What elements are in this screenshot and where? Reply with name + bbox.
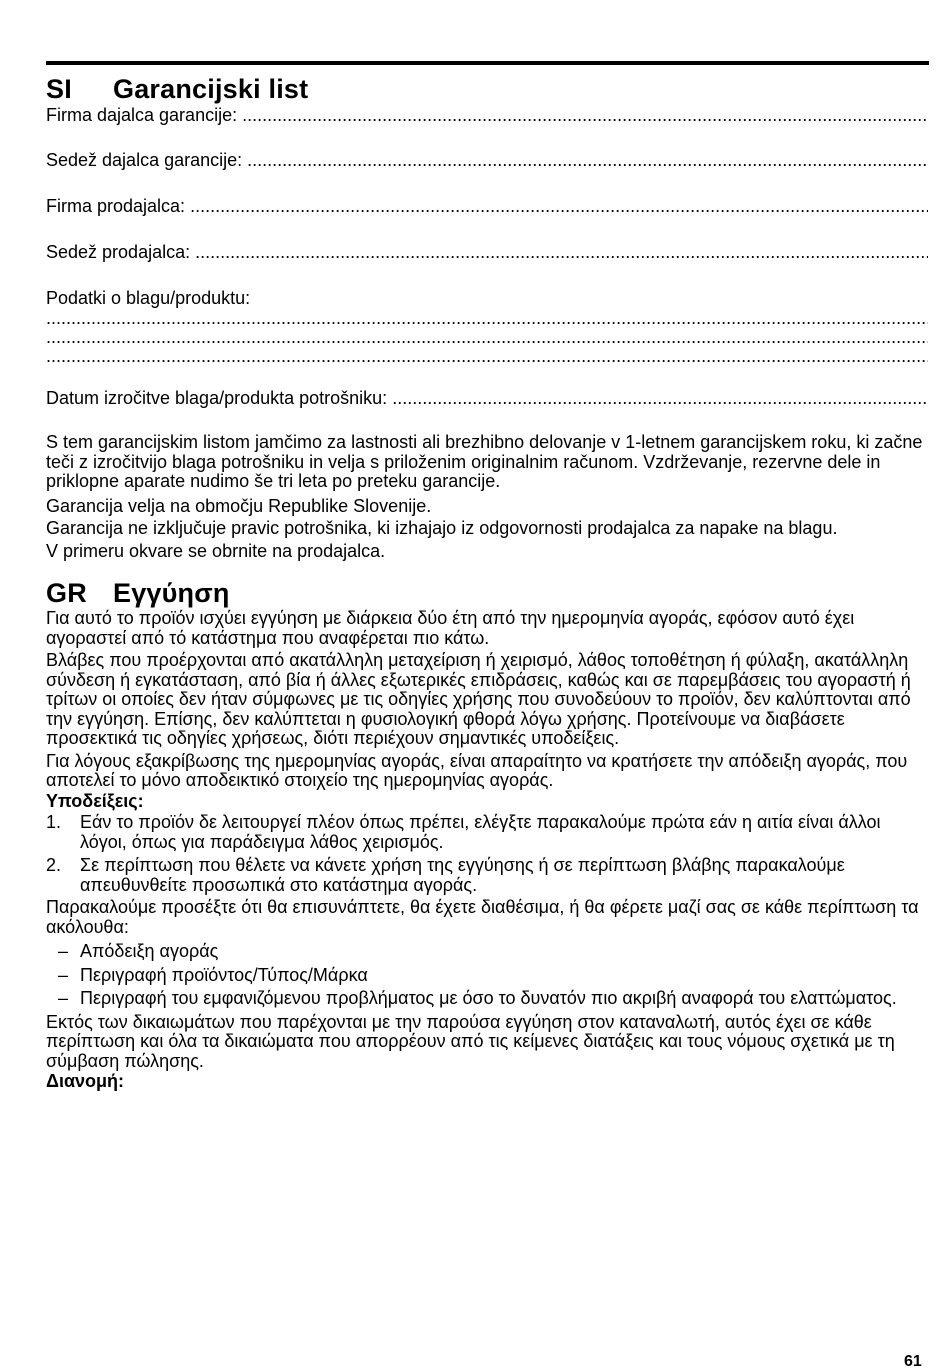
field-guarantor-firm	[46, 105, 928, 126]
si-territory-paragraph: Garancija velja na območju Republike Slovenije.	[46, 495, 432, 516]
si-consumer-rights-paragraph: Garancija ne izključuje pravic potrošnika, ki izhajajo iz odgovornosti prodajalca za napake na blagu.	[46, 518, 838, 538]
page-content	[46, 72, 928, 1092]
list-marker: –	[58, 964, 69, 985]
gr-heading	[46, 576, 928, 610]
field-label: Datum izročitve blaga/produkta potrošniku:	[46, 388, 388, 408]
gr-title: Εγγύηση	[113, 578, 230, 608]
field-label: Podatki o blagu/produktu:	[46, 288, 251, 308]
list-item-text: Περιγραφή του εμφανιζόμενου προβλήματος με όσο το δυνατόν πιο ακριβή αναφορά του ελαττώματος.	[80, 988, 897, 1008]
gr-items-list	[46, 942, 928, 1009]
field-label: Firma prodajalca:	[46, 196, 186, 216]
gr-hints-list	[46, 813, 928, 895]
gr-hints-heading: Υποδείξεις:	[46, 790, 144, 811]
fill-in-line	[242, 105, 928, 126]
list-marker: 1.	[46, 812, 62, 832]
fill-in-line	[46, 309, 928, 328]
gr-language-code: GR	[46, 578, 87, 608]
fill-in-line	[46, 347, 928, 366]
list-marker: –	[58, 941, 69, 961]
gr-closing-paragraph: Εκτός των δικαιωμάτων που παρέχονται με την παρούσα εγγύηση στον καταναλωτή, αυτός έχει σε κάθε περίπτωση και όλα τα δικαιώματα που απορρέουν από τις κείμενες διατάξεις και τους νόμους σχετικά με τη σύμβαση πώλησης.	[46, 1011, 895, 1071]
gr-distribution-heading: Διανομή:	[46, 1071, 125, 1091]
field-seller-seat	[46, 242, 928, 263]
list-item	[46, 966, 928, 986]
fill-in-line	[247, 150, 928, 171]
list-item-text: Σε περίπτωση που θέλετε να κάνετε χρήση της εγγύησης ή σε περίπτωση βλάβης παρακαλούμε απευθυνθείτε προσωπικά στο κατάστημα αγοράς.	[80, 855, 845, 895]
fill-in-line	[392, 388, 928, 409]
page-number: 61	[904, 1353, 922, 1370]
top-rule	[46, 61, 929, 65]
fill-in-line	[195, 242, 928, 263]
field-guarantor-seat	[46, 150, 928, 171]
list-marker: 2.	[46, 855, 62, 875]
list-marker: –	[58, 988, 69, 1008]
si-language-code: SI	[46, 74, 72, 104]
field-seller-firm	[46, 196, 928, 217]
field-delivery-date	[46, 388, 928, 409]
list-item	[46, 813, 928, 852]
field-label: Firma dajalca garancije:	[46, 105, 238, 125]
field-label: Sedež dajalca garancije:	[46, 150, 243, 170]
list-item-text: Περιγραφή προϊόντος/Τύπος/Μάρκα	[80, 964, 368, 985]
si-title: Garancijski list	[113, 74, 309, 104]
fill-in-line	[190, 196, 928, 217]
si-warranty-paragraph: S tem garancijskim listom jamčimo za lastnosti ali brezhibno delovanje v 1-letnem garancijskem roku, ki začne teči z izročitvijo blaga potrošniku in velja s priloženim originalnim računom. Vzdrževanje, rezervne dele in priklopne aparate nudimo še tri leta po preteku garancije.	[46, 432, 923, 491]
gr-paragraph: Για λόγους εξακρίβωσης της ημερομηνίας αγοράς, είναι απαραίτητο να κρατήσετε την απόδειξη αγοράς, που αποτελεί το μόνο αποδεικτικό στοιχείο της ημερομηνίας αγοράς.	[46, 750, 908, 790]
gr-note-intro: Παρακαλούμε προσέξτε ότι θα επισυνάπτετε, θα έχετε διαθέσιμα, ή θα φέρετε μαζί σας σε κάθε περίπτωση τα ακόλουθα:	[46, 897, 919, 937]
list-item	[46, 989, 928, 1009]
list-item	[46, 942, 928, 962]
gr-paragraph: Βλάβες που προέρχονται από ακατάλληλη μεταχείριση ή χειρισμό, λάθος τοποθέτηση ή φύλαξη, ακατάλληλη σύνδεση ή εγκατάσταση, από βία ή άλλες εξωτερικές επιδράσεις, καθώς και σε παρεμβάσεις του αγοραστή ή τρίτων οι οποίες δεν ήταν σύμφωνες με τις οδηγίες χρήσης που συνοδεύουν το προϊόν, δεν καλύπτονται από την εγγύηση. Επίσης, δεν καλύπτεται η φυσιολογική φθορά λόγω χρήσης. Προτείνουμε να διαβάσετε προσεκτικά τις οδηγίες χρήσεως, διότι περιέχουν σημαντικές υποδείξεις.	[46, 650, 911, 748]
gr-paragraph: Για αυτό το προϊόν ισχύει εγγύηση με διάρκεια δύο έτη από την ημερομηνία αγοράς, εφόσον αυτό έχει αγοραστεί από τό κατάστημα που αναφέρεται πιο κάτω.	[46, 608, 855, 648]
si-heading	[46, 72, 928, 106]
list-item-text: Εάν το προϊόν δε λειτουργεί πλέον όπως πρέπει, ελέγξτε παρακαλούμε πρώτα εάν η αιτία είναι άλλοι λόγοι, όπως για παράδειγμα λάθος χειρισμός.	[80, 812, 881, 852]
field-label: Sedež prodajalca:	[46, 242, 191, 262]
list-item	[46, 856, 928, 895]
fill-in-line	[46, 328, 928, 347]
list-item-text: Απόδειξη αγοράς	[80, 941, 219, 961]
field-product-data	[46, 288, 928, 309]
si-contact-paragraph: V primeru okvare se obrnite na prodajalca.	[46, 540, 386, 561]
